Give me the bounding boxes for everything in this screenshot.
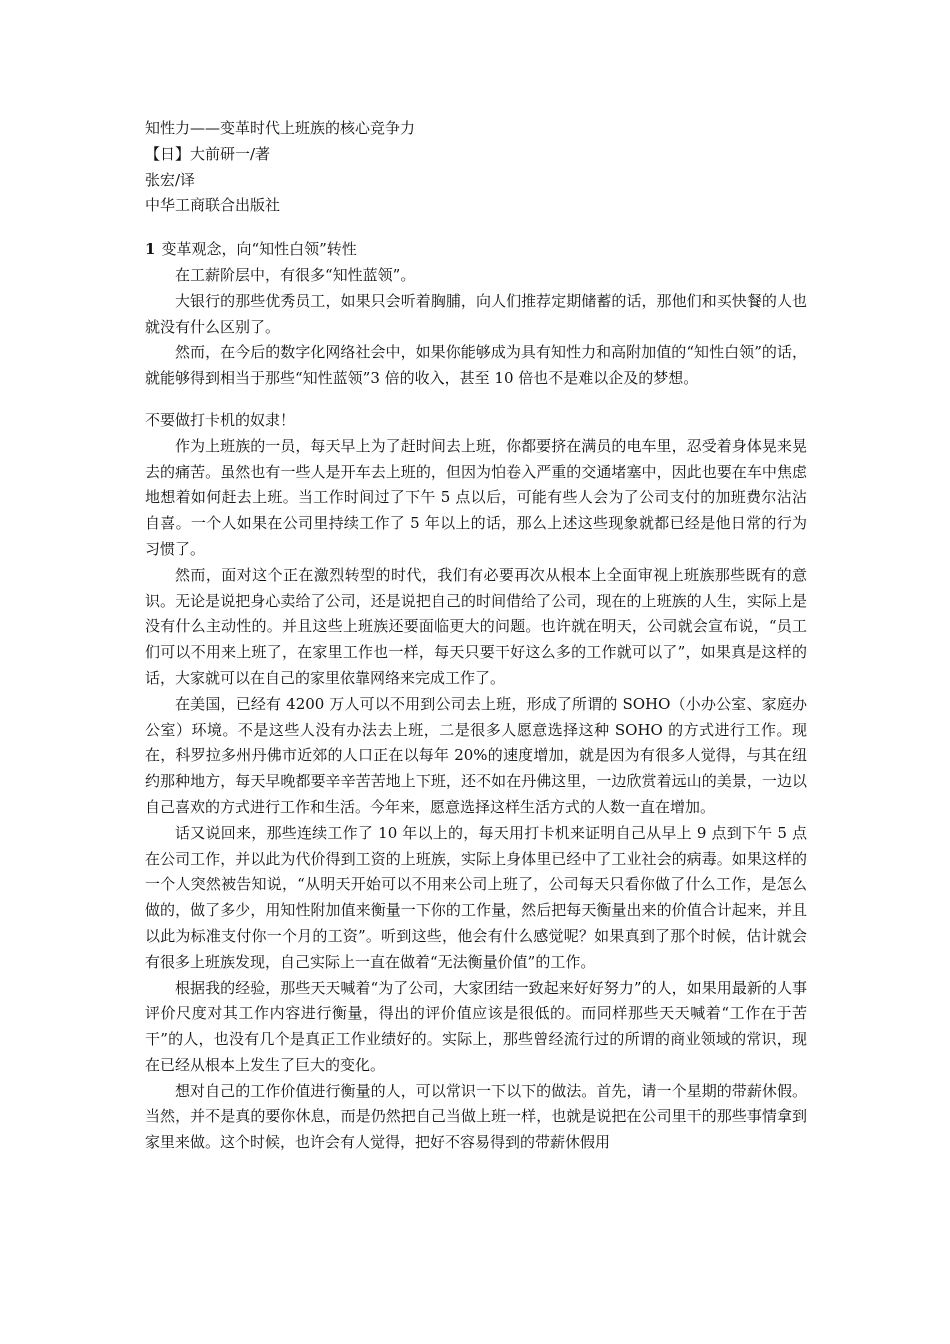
book-translator: 张宏/译 bbox=[145, 170, 196, 189]
section-2-heading: 不要做打卡机的奴隶！ bbox=[145, 410, 296, 429]
section-1-number: 1 bbox=[145, 240, 156, 259]
book-publisher: 中华工商联合出版社 bbox=[145, 196, 281, 215]
section-1-paragraph: 然而，在今后的数字化网络社会中，如果你能够成为具有知性力和高附加值的“知性白领”的话，就能够得到相当于那些“知性蓝领”3 倍的收入，甚至 10 倍也不是难以企及的梦想。 bbox=[145, 343, 807, 388]
book-title: 知性力——变革时代上班族的核心竞争力 bbox=[145, 119, 416, 137]
section-2-paragraph: 想对自己的工作价值进行衡量的人，可以常识一下以下的做法。首先，请一个星期的带薪休假。当然，并不是真的要你休息，而是仍然把自己当做上班一样，也就是说把在公司里干的那些事情拿到家里来做。这个时候，也许会有人觉得，把好不容易得到的带薪休假用 bbox=[145, 1081, 807, 1152]
section-1-paragraph: 大银行的那些优秀员工，如果只会听着胸脯，向人们推荐定期储蓄的话，那他们和买快餐的人也就没有什么区别了。 bbox=[145, 291, 807, 336]
section-1-title: 变革观念，向“知性白领”转性 bbox=[161, 240, 357, 259]
section-2-paragraph: 作为上班族的一员，每天早上为了赶时间去上班，你都要挤在满员的电车里，忍受着身体晃来晃去的痛苦。虽然也有一些人是开车去上班的，但因为怕卷入严重的交通堵塞中，因此也要在车中焦虑地想着如何赶去上班。当工作时间过了下午 5 点以后，可能有些人会为了公司支付的加班费尔沾沾自喜。一个人如果在公司里持续工作了 5 年以上的话，那么上述这些现象就都已经是他日常的行为习惯了。 bbox=[145, 436, 807, 558]
section-2-paragraph: 话又说回来，那些连续工作了 10 年以上的，每天用打卡机来证明自己从早上 9 点到下午 5 点在公司工作，并以此为代价得到工资的上班族，实际上身体里已经中了工业社会的病毒。如果这样的一个人突然被告知说，“从明天开始可以不用来公司上班了，公司每天只看你做了什么工作，是怎么做的，做了多少，用知性附加值来衡量一下你的工作量，然后把每天衡量出来的价值合计起来，并且以此为标准支付你一个月的工资”。听到这些，他会有什么感觉呢？如果真到了那个时候，估计就会有很多上班族发现，自己实际上一直在做着“无法衡量价值”的工作。 bbox=[145, 823, 807, 971]
section-2-paragraph: 根据我的经验，那些天天喊着“为了公司，大家团结一致起来好好努力”的人，如果用最新的人事评价尺度对其工作内容进行衡量，得出的评价值应该是很低的。而同样那些天天喊着“工作在于苦干”的人，也没有几个是真正工作业绩好的。实际上，那些曾经流行过的所谓的商业领域的常识，现在已经从根本上发生了巨大的变化。 bbox=[145, 978, 807, 1074]
section-1-heading bbox=[145, 237, 807, 263]
section-1-paragraph: 在工薪阶层中，有很多“知性蓝领”。 bbox=[175, 265, 416, 284]
document-page bbox=[145, 116, 807, 1156]
section-2-paragraph: 在美国，已经有 4200 万人可以不用到公司去上班，形成了所谓的 SOHO（小办公室、家庭办公室）环境。不是这些人没有办法去上班，二是很多人愿意选择这种 SOHO 的方式进行工作。现在，科罗拉多州丹佛市近郊的人口正在以每年 20%的速度增加，就是因为有很多人觉得，与其在纽约那种地方，每天早晚都要辛辛苦苦地上下班，还不如在丹佛这里，一边欣赏着远山的美景，一边以自己喜欢的方式进行工作和生活。今年来，愿意选择这样生活方式的人数一直在增加。 bbox=[145, 694, 807, 816]
section-2-paragraph: 然而，面对这个正在激烈转型的时代，我们有必要再次从根本上全面审视上班族那些既有的意识。无论是说把身心卖给了公司，还是说把自己的时间借给了公司，现在的上班族的人生，实际上是没有什么主动性的。并且这些上班族还要面临更大的问题。也许就在明天，公司就会宣布说，“员工们可以不用来上班了，在家里工作也一样，每天只要干好这么多的工作就可以了”，如果真是这样的话，大家就可以在自己的家里依靠网络来完成工作了。 bbox=[145, 565, 807, 687]
book-author: 【日】大前研一/著 bbox=[145, 144, 271, 163]
